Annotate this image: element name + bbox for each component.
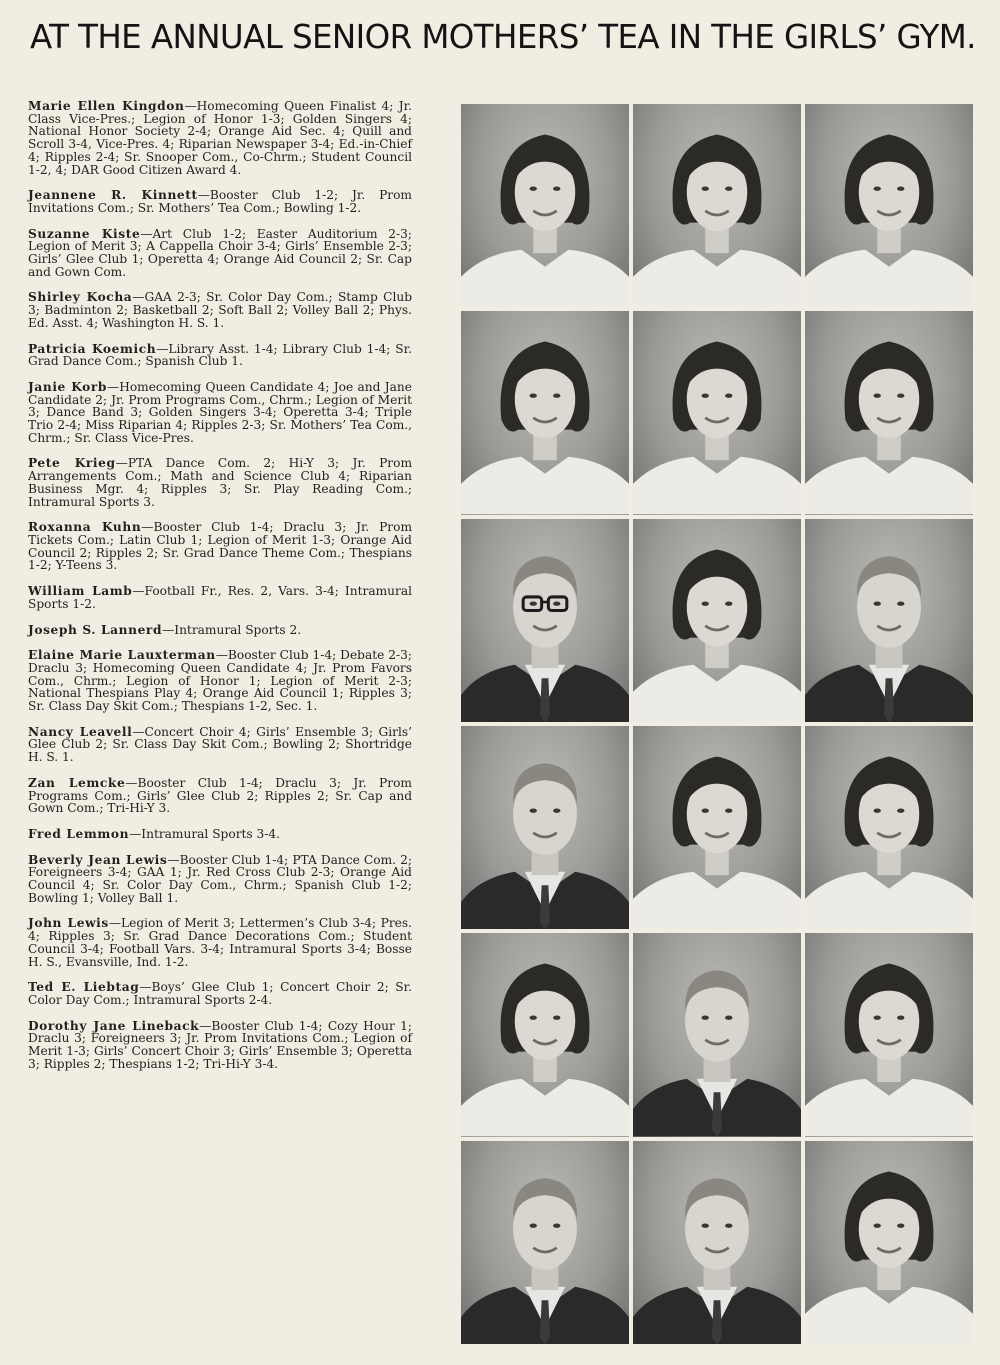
- senior-entry: [28, 1020, 412, 1071]
- senior-activities: —PTA Dance Com. 2; Hi-Y 3; Jr. Prom Arrangements Com.; Math and Science Club 4; Riparian Business Mgr. 4; Ripples 3; Sr. Play Reading Com.; Intramural Sports 3.: [28, 456, 412, 509]
- senior-name: Pete Krieg: [28, 456, 116, 471]
- senior-portrait: [633, 104, 801, 307]
- senior-name: Jeannene R. Kinnett: [28, 188, 198, 203]
- senior-activities: —Homecoming Queen Candidate 4; Joe and Jane Candidate 2; Jr. Prom Programs Com., Chrm.; Legion of Merit 3; Dance Band 3; Golden Singers 3-4; Operetta 3-4; Triple Trio 2-4; Miss Riparian 4; Ripples 2-3; Sr. Mothers’ Tea Com., Chrm.; Sr. Class Vice-Pres.: [28, 379, 412, 445]
- senior-entry: [28, 828, 412, 841]
- senior-entry: [28, 189, 412, 214]
- senior-entry: [28, 917, 412, 968]
- senior-name: Patricia Koemich: [28, 341, 157, 356]
- senior-name: Marie Ellen Kingdon: [28, 99, 185, 113]
- senior-name: Fred Lemmon: [28, 826, 130, 841]
- senior-name: Joseph S. Lannerd: [28, 622, 163, 637]
- senior-name: Suzanne Kiste: [28, 226, 141, 241]
- senior-name: William Lamb: [28, 584, 133, 599]
- senior-name: Janie Korb: [28, 379, 107, 394]
- senior-portrait: [805, 1141, 973, 1344]
- senior-entry: [28, 777, 412, 815]
- senior-activities: —Booster Club 1-4; Draclu 3; Jr. Prom Tickets Com.; Latin Club 1; Legion of Merit 1-3; Orange Aid Council 2; Ripples 2; Sr. Grad Dance Theme Com.; Thespians 1-2; Y-Teens 3.: [28, 520, 413, 573]
- senior-activities: —Concert Choir 4; Girls’ Ensemble 3; Girls’ Glee Club 2; Sr. Class Day Skit Com.; Bowling 2; Shortridge H. S. 1.: [28, 724, 412, 765]
- senior-activities: —Intramural Sports 2.: [162, 622, 302, 637]
- senior-activities: —Football Fr., Res. 2, Vars. 3-4; Intramural Sports 1-2.: [28, 584, 412, 611]
- senior-name: Elaine Marie Lauxterman: [28, 648, 216, 663]
- senior-portrait: [461, 933, 629, 1136]
- senior-activities: —Booster Club 1-4; Debate 2-3; Draclu 3; Homecoming Queen Candidate 4; Jr. Prom Favors Com., Chrm.; Legion of Honor 1; Legion of Merit 2-3; National Thespians Play 4; Orange Aid Council 1; Ripples 3; Sr. Class Day Skit Com.; Thespians 1-2, Sec. 1.: [28, 648, 413, 714]
- senior-entry: [28, 981, 412, 1006]
- senior-entry: [28, 649, 412, 713]
- senior-entry: [28, 726, 412, 764]
- senior-portrait: [633, 519, 801, 722]
- senior-portrait: [805, 104, 973, 307]
- senior-activities: —Art Club 1-2; Easter Auditorium 2-3; Legion of Merit 3; A Cappella Choir 3-4; Girls’ Ensemble 2-3; Girls’ Glee Club 1; Operetta 4; Orange Aid Council 2; Sr. Cap and Gown Com.: [28, 226, 412, 279]
- senior-name: John Lewis: [28, 916, 109, 931]
- senior-entry: [28, 521, 412, 572]
- senior-portrait: [461, 104, 629, 307]
- senior-portrait: [461, 311, 629, 514]
- senior-activities: —Booster Club 1-2; Jr. Prom Invitations Com.; Sr. Mothers’ Tea Com.; Bowling 1-2.: [28, 188, 412, 215]
- senior-name: Dorothy Jane Lineback: [28, 1018, 200, 1033]
- senior-entry: [28, 291, 412, 329]
- senior-portrait: [805, 311, 973, 514]
- senior-portrait-grid: [461, 104, 973, 1344]
- senior-name: Zan Lemcke: [28, 775, 126, 790]
- senior-portrait: [461, 1141, 629, 1344]
- senior-activities: —Booster Club 1-4; Cozy Hour 1; Draclu 3; Foreigneers 3; Jr. Prom Invitations Com.; Legion of Merit 1-3; Girls’ Concert Choir 3; Girls’ Ensemble 3; Operetta 3; Ripples 2; Thespians 1-2; Tri-Hi-Y 3-4.: [28, 1018, 412, 1071]
- senior-entry: [28, 585, 412, 610]
- page-headline: AT THE ANNUAL SENIOR MOTHERS’ TEA IN THE GIRLS’ GYM.: [30, 18, 976, 56]
- senior-name: Nancy Leavell: [28, 724, 133, 739]
- senior-portrait: [633, 1141, 801, 1344]
- senior-portrait: [461, 726, 629, 929]
- senior-portrait: [633, 933, 801, 1136]
- senior-entry: [28, 624, 412, 637]
- senior-entry: [28, 228, 412, 279]
- senior-activities: —GAA 2-3; Sr. Color Day Com.; Stamp Club 3; Badminton 2; Basketball 2; Soft Ball 2; Volley Ball 2; Phys. Ed. Asst. 4; Washington H. S. 1.: [28, 290, 412, 330]
- senior-activities: —Booster Club 1-4; Draclu 3; Jr. Prom Programs Com.; Girls’ Glee Club 2; Ripples 2; Sr. Cap and Gown Com.; Tri-Hi-Y 3.: [28, 775, 412, 816]
- senior-activities: —Boys’ Glee Club 1; Concert Choir 2; Sr. Color Day Com.; Intramural Sports 2-4.: [28, 980, 412, 1007]
- senior-portrait: [805, 726, 973, 929]
- senior-activities: —Legion of Merit 3; Lettermen’s Club 3-4; Pres. 4; Ripples 3; Sr. Grad Dance Decorations Com.; Student Council 3-4; Football Vars. 3-4; Intramural Sports 3-4; Bosse H. S., Evansville, Ind. 1-2.: [28, 916, 412, 969]
- senior-name: Beverly Jean Lewis: [28, 852, 168, 867]
- senior-activities: —Homecoming Queen Finalist 4; Jr. Class Vice-Pres.; Legion of Honor 1-3; Golden Singers 4; National Honor Society 2-4; Orange Aid Sec. 4; Quill and Scroll 3-4, Vice-Pres. 4; Riparian Newspaper 3-4; Ed.-in-Chief 4; Ripples 2-4; Sr. Snooper Com., Co-Chrm.; Student Council 1-2, 4; DAR Good Citizen Award 4.: [28, 99, 413, 177]
- senior-name: Shirley Kocha: [28, 290, 133, 305]
- senior-entry: [28, 854, 412, 905]
- senior-portrait: [805, 933, 973, 1136]
- senior-portrait: [461, 519, 629, 722]
- senior-portrait: [633, 311, 801, 514]
- senior-activities: —Library Asst. 1-4; Library Club 1-4; Sr. Grad Dance Com.; Spanish Club 1.: [28, 341, 412, 369]
- senior-entry: [28, 457, 412, 508]
- senior-portrait: [633, 726, 801, 929]
- senior-portrait: [805, 519, 973, 722]
- senior-activities: —Booster Club 1-4; PTA Dance Com. 2; Foreigneers 3-4; GAA 1; Jr. Red Cross Club 2-3; Orange Aid Council 4; Sr. Color Day Com., Chrm.; Spanish Club 1-2; Bowling 1; Volley Ball 1.: [28, 852, 412, 905]
- senior-name: Ted E. Liebtag: [28, 980, 140, 995]
- senior-entry: [28, 343, 412, 368]
- senior-activities: —Intramural Sports 3-4.: [129, 826, 281, 841]
- senior-activity-list: [28, 100, 412, 1083]
- senior-entry: [28, 100, 412, 176]
- senior-name: Roxanna Kuhn: [28, 520, 142, 535]
- senior-entry: [28, 381, 412, 445]
